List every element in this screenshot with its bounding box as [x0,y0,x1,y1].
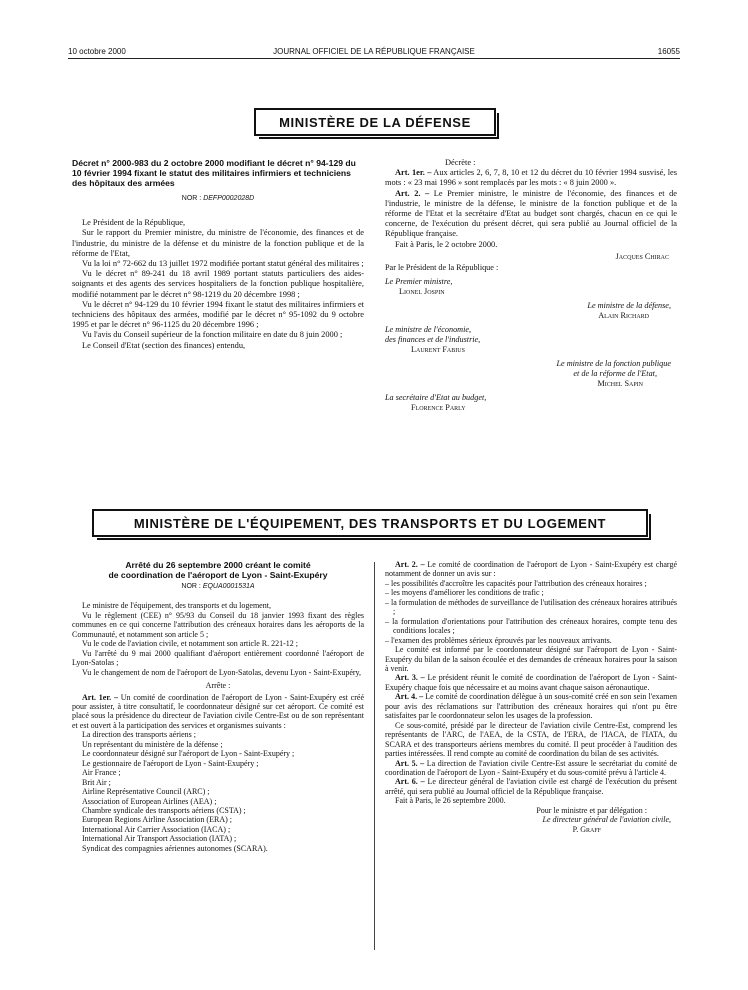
decret-paragraph: Le Président de la République, [82,218,186,228]
ministry-equipement-box [92,509,648,537]
arrete-delegation: Pour le ministre et par délégation : [536,805,647,815]
decret-paragraph: Vu le décret n° 89-241 du 18 avril 1989 portant statuts particuliers des aides-soignants et des agents des services hospitaliers de la fonction publique hospitalière, modifié notamment par le décret n° 98-1219 du 20 décembre 1998 ; [72,269,364,299]
arrete-article-5 [385,759,677,778]
article-text: Le Premier ministre, le ministre de l'économie, des finances et de l'industrie, le ministre de la défense, le ministre de la fonction publique et de la réforme de l'Etat et la secrétaire d'Etat au budget sont chargés, chacun en ce qui le concerne, de l'exécution du présent décret, qui sera publié au Journal officiel de la République française. [385,188,677,239]
ministry-defense-label: MINISTÈRE DE LA DÉFENSE [279,114,471,130]
signature-ministre-defense: Alain Richard [598,310,649,320]
article-label: Art. 1er. – [82,692,118,702]
arrete-left-column [72,560,364,853]
decret-nor-code: DEFP0002028D [203,195,255,202]
decret-right-column [385,158,677,422]
ministre-fonction-publique-title-2: et de la réforme de l'Etat, [573,368,657,378]
signature-directeur-general: P. Graff [572,824,601,834]
decret-left-column [72,158,364,351]
arrete-title-line-2: de coordination de l'aéroport de Lyon - Saint-Exupéry [108,570,328,580]
article-text: Le comité de coordination délègue à un sous-comité créé en son sein l'examen pour avis des réclamations sur l'attribution des créneaux horaires qui n'ont pu être satisfaites par le coordonnateur selon les usages de la profession. [385,692,677,721]
column-divider [374,562,375,950]
list-item: – la formulation d'orientations pour l'attribution des créneaux horaires, compte tenu des conditions locales ; [385,616,677,636]
decrete-heading: Décrète : [445,158,476,167]
list-item: – les possibilités d'accroître les capacités pour l'attribution des créneaux horaires ; [385,578,647,588]
header-journal-title: JOURNAL OFFICIEL DE LA RÉPUBLIQUE FRANÇAISE [273,47,475,56]
ministre-economie-title-2: des finances et de l'industrie, [385,334,481,344]
signature-secretaire-budget: Florence Parly [411,402,466,412]
signature-premier-ministre: Lionel Jospin [399,286,445,296]
header-page-number: 16055 [657,47,680,56]
arrete-article-2 [385,560,677,579]
arrete-article-6 [385,777,677,796]
article-label: Art. 3. – [395,673,425,683]
signature-ministre-fonction-publique: Michel Sapin [597,378,643,388]
article-label: Art. 2. – [395,560,425,569]
list-item: Air France ; [82,768,121,778]
article-text: La direction de l'aviation civile Centre-Est assure le secrétariat du comité de coordination de l'aéroport de Lyon - Saint-Exupéry et du sous-comité prévu à l'article 4. [385,758,677,777]
list-item: – la formulation de méthodes de surveillance de l'utilisation des créneaux horaires attribués ; [385,597,678,617]
list-item: Le gestionnaire de l'aéroport de Lyon - Saint-Exupéry ; [82,758,259,768]
premier-ministre-title: Le Premier ministre, [385,276,453,286]
arrete-paragraph: Le comité est informé par le coordonnateur désigné sur l'aéroport de Lyon - Saint-Exupéry du bilan de la saison écoulée et des demandes de créneaux horaires pour la saison à venir. [385,645,677,673]
committee-member-list [72,730,364,853]
ministry-equipement-label: MINISTÈRE DE L'ÉQUIPEMENT, DES TRANSPORTS ET DU LOGEMENT [133,515,607,531]
decret-article-2 [385,189,677,240]
article-label: Art. 5. – [395,758,425,768]
arrete-nor-code: EQUA0001531A [202,583,255,590]
list-item: La direction des transports aériens ; [82,730,196,740]
signature-president: Jacques Chirac [615,251,669,261]
secretaire-budget-title: La secrétaire d'Etat au budget, [385,392,487,402]
article-label: Art. 4. – [395,692,424,702]
list-item: Chambre syndicale des transports aériens (CSTA) ; [82,805,246,815]
decret-nor [72,194,364,204]
decret-paragraph: Vu l'avis du Conseil supérieur de la fonction militaire en date du 8 juin 2000 ; [82,330,343,340]
arrete-paragraph: Vu l'arrêté du 9 mai 2000 qualifiant d'aéroport entièrement coordonné l'aéroport de Lyon-Satolas ; [72,648,364,668]
par-le-president: Par le Président de la République : [385,262,499,272]
list-item: Le coordonnateur désigné sur l'aéroport de Lyon - Saint-Exupéry ; [82,749,295,759]
arrete-right-column [385,560,677,834]
list-item: Syndicat des compagnies aériennes autonomes (SCARA). [82,843,268,853]
article-label: Art. 2. – [395,188,430,198]
arrete-nor-label: NOR : [181,583,201,590]
signature-ministre-economie: Laurent Fabius [411,344,465,354]
arrete-paragraph: Vu le code de l'aviation civile, et notamment son article R. 221-12 ; [82,639,299,649]
header-rule [68,58,680,59]
article-text: Le directeur général de l'aviation civile est chargé de l'exécution du présent arrêté, qui sera publié au Journal officiel de la République française. [385,777,677,796]
article-text: Aux articles 2, 6, 7, 8, 10 et 12 du décret du 10 février 1994 susvisé, les mots : « 23 mai 1996 » sont remplacés par les mots : « 8 juin 2000 ». [385,168,678,188]
arrete-heading: Arrête : [205,681,231,691]
arrete-paragraph: Vu le règlement (CEE) n° 95/93 du Conseil du 18 janvier 1993 fixant des règles communes en ce qui concerne l'attribution des créneaux horaires dans les aéroports de la Communauté, et notamment son article 5 ; [72,610,364,639]
article-text: Le président réunit le comité de coordination de l'aéroport de Lyon - Saint-Exupéry chaque fois que nécessaire et au moins avant chaque saison aéronautique. [385,673,677,692]
arrete-article-4 [385,692,677,720]
header-date: 10 octobre 2000 [68,47,126,56]
list-item: International Air Transport Association (IATA) ; [82,834,237,844]
ministre-fonction-publique-title-1: Le ministre de la fonction publique [556,358,671,368]
decret-fait: Fait à Paris, le 2 octobre 2000. [395,239,498,249]
list-item: Un représentant du ministère de la défense ; [82,739,223,749]
decret-title: Décret n° 2000-983 du 2 octobre 2000 modifiant le décret n° 94-129 du 10 février 1994 fixant le statut des militaires infirmiers et techniciens des hôpitaux des armées [72,158,356,188]
ministry-defense-box [254,108,496,136]
article-text: Le comité de coordination de l'aéroport de Lyon - Saint-Exupéry est chargé notamment de donner un avis sur : [385,560,678,579]
article-2-list [385,579,677,645]
arrete-nor [72,582,364,591]
arrete-paragraph: Vu le changement de nom de l'aéroport de Lyon-Satolas, devenu Lyon - Saint-Exupéry, [82,667,362,677]
arrete-fait: Fait à Paris, le 26 septembre 2000. [395,796,506,806]
ministre-economie-title-1: Le ministre de l'économie, [385,324,472,334]
list-item: – les moyens d'améliorer les conditions de trafic ; [385,588,544,598]
decret-article-1 [385,168,677,188]
arrete-article-1 [72,693,364,731]
list-item: European Regions Airline Association (ERA) ; [82,815,232,825]
ministre-defense-title: Le ministre de la défense, [587,300,671,310]
list-item: Association of European Airlines (AEA) ; [82,796,217,806]
article-text: Un comité de coordination de l'aéroport de Lyon - Saint-Exupéry est créé pour assister, à titre consultatif, le coordonnateur désigné sur cet aéroport. Ce comité est placé sous la présidence du directeur de l'aviation civile Centre-Est ou de son représentant et est ouvert à la participation des services et organismes suivants : [72,692,364,730]
arrete-title-line-1: Arrêté du 26 septembre 2000 créant le comité [125,560,311,570]
arrete-article-3 [385,673,677,692]
arrete-paragraph: Ce sous-comité, présidé par le directeur de l'aviation civile Centre-Est, comprend les représentants de l'ARC, de l'AEA, de la CSTA, de l'ERA, de l'IACA, de l'IATA, du SCARA et des transporteurs aériens membres du comité. Il peut procéder à l'audition des parties intéressées. Il rend compte au comité de coordination du bilan de ses activités. [385,720,677,759]
decret-nor-label: NOR : [181,195,202,202]
article-label: Art. 6. – [395,777,425,787]
decret-paragraph: Vu la loi n° 72-662 du 13 juillet 1972 modifiée portant statut général des militaires ; [82,259,364,269]
list-item: Brit Air ; [82,777,111,787]
list-item: – l'examen des problèmes sérieux éprouvés par les nouveaux arrivants. [385,635,612,645]
decret-signatures [385,250,677,422]
decret-paragraph: Le Conseil d'Etat (section des finances) entendu, [82,340,246,350]
list-item: International Air Carrier Association (IACA) ; [82,824,231,834]
article-label: Art. 1er. – [395,168,432,178]
decret-paragraph: Sur le rapport du Premier ministre, du ministre de l'économie, des finances et de l'industrie, du ministre de la défense et du ministre de la fonction publique et de la réforme de l'Etat, [72,228,364,258]
directeur-general-title: Le directeur général de l'aviation civile, [542,815,671,825]
arrete-paragraph: Le ministre de l'équipement, des transports et du logement, [82,601,271,611]
decret-paragraph: Vu le décret n° 94-129 du 10 février 1994 fixant le statut des militaires infirmiers et techniciens des hôpitaux des armées, modifié par le décret n° 95-1092 du 9 octobre 1995 et par le décret n° 96-1125 du 20 décembre 1996 ; [72,299,364,330]
list-item: Airline Représentative Council (ARC) ; [82,787,210,797]
